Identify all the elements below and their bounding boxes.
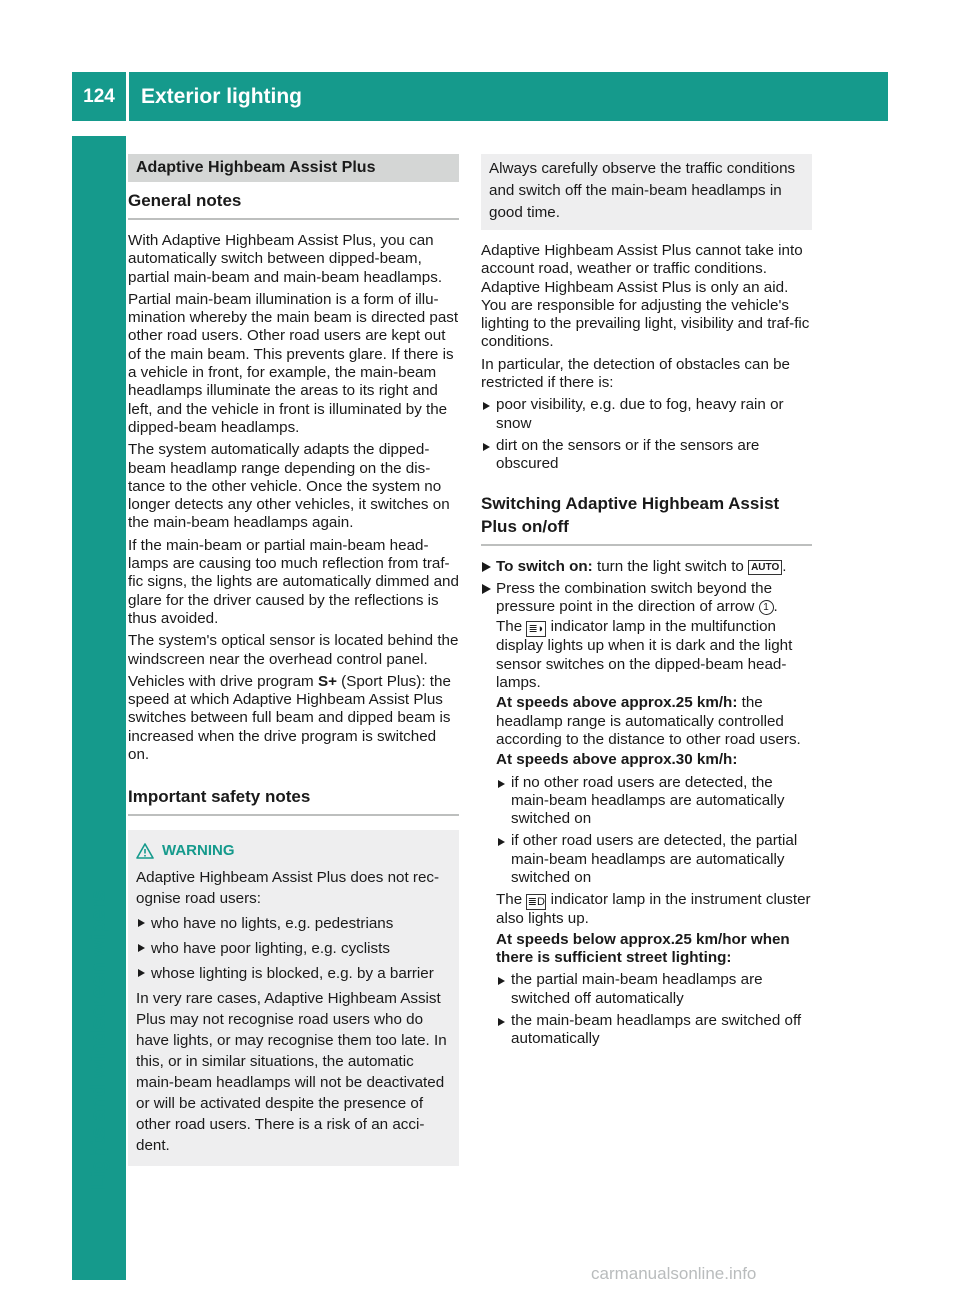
warning-list <box>136 913 451 984</box>
speed-label: At speeds below approx.25 km/hor when there is sufficient street lighting: <box>496 930 790 966</box>
speed-label: At speeds above approx.30 km/h: <box>496 751 738 769</box>
list-item: whose lighting is blocked, e.g. by a barrier <box>136 963 451 984</box>
drive-program: S+ <box>317 672 337 690</box>
obstacle-list <box>481 396 812 473</box>
left-column <box>128 154 459 1166</box>
highbeam-assist-lamp-icon: ≣◗ <box>526 621 546 637</box>
list-item: the partial main-beam headlamps are switched off automatically <box>496 971 812 1008</box>
arrow-number-icon: 1 <box>759 600 774 615</box>
text: turn the light switch to <box>592 557 749 575</box>
page-number: 124 <box>83 86 115 107</box>
watermark: carmanualsonline.info <box>591 1264 757 1283</box>
step-press-switch <box>481 580 812 1049</box>
paragraph: With Adaptive Highbeam Assist Plus, you can automatically switch between dipped-beam, partial main-beam and main-beam headlamps. <box>128 232 443 286</box>
speed-30-list <box>496 774 812 888</box>
warning-title: WARNING <box>162 842 235 860</box>
speed-label: At speeds above approx.25 km/h: <box>496 694 738 712</box>
below-25-label <box>496 931 812 968</box>
paragraph: In particular, the detection of obstacles can be restricted if there is: <box>481 355 791 392</box>
below-25-list <box>496 971 812 1048</box>
paragraph: Partial main-beam illumination is a form of illu-mination whereby the main beam is directed past other road users. Other road users are kept out of the main beam. This prevents glare. If there is a vehicle in front, for example, the main-beam headlamps illuminate the areas to its right and left, and the vehicle in front is illuminated by the dipped-beam headlamps. <box>128 290 459 436</box>
indicator-text <box>496 618 812 692</box>
text: . <box>773 598 778 616</box>
speed-30-label <box>496 751 812 769</box>
warning-icon <box>136 843 154 859</box>
warning-intro: Adaptive Highbeam Assist Plus does not rec-ognise road users: <box>136 869 440 908</box>
note-box: Always carefully observe the traffic conditions and switch off the main-beam headlamps in good time. <box>481 154 812 230</box>
section-title: Adaptive Highbeam Assist Plus <box>128 154 459 182</box>
paragraph <box>128 673 459 764</box>
step-label: To switch on: <box>496 557 593 575</box>
paragraph: The system automatically adapts the dipped-beam headlamp range depending on the dis-tance to the other vehicle. Once the system no longer detects any other vehicles, it switches on the main-beam headlamps again. <box>128 441 450 532</box>
main-beam-lamp-icon: ≣D <box>527 896 545 909</box>
paragraph: The system's optical sensor is located behind the windscreen near the overhead control panel. <box>128 632 459 668</box>
safety-heading: Important safety notes <box>128 786 459 816</box>
warning-header <box>136 840 451 861</box>
text: the headlamp range is automatically controlled according to the distance to other road users. <box>496 694 801 748</box>
paragraph: Adaptive Highbeam Assist Plus cannot take into account road, weather or traffic conditions. Adaptive Highbeam Assist Plus is only an aid. You are responsible for adjusting the vehicle's lighting to the prevailing light, visibility and traf-fic conditions. <box>481 242 810 351</box>
warning-box <box>128 830 459 1166</box>
page-title: Exterior lighting <box>141 85 303 108</box>
chapter-label: Lights and windscreen wipers <box>87 890 110 1190</box>
step-switch-on <box>481 558 812 576</box>
text: Press the combination switch beyond the pressure point in the direction of arrow <box>496 579 773 616</box>
general-notes-heading: General notes <box>128 190 459 220</box>
list-item: who have poor lighting, e.g. cyclists <box>136 938 451 959</box>
text: The <box>496 891 527 909</box>
text: . <box>782 557 787 575</box>
list-item: the main-beam headlamps are switched off automatically <box>496 1012 812 1049</box>
warning-body: In very rare cases, Adaptive Highbeam Assist Plus may not recognise road users who do have lights, or may recognise them too late. In this, or in similar situations, the automatic main-beam headlamps will not be deactivated or will be activated despite the presence of other road users. There is a risk of an acci-dent. <box>136 990 447 1155</box>
list-item: who have no lights, e.g. pedestrians <box>136 913 451 934</box>
text: indicator lamp in the multifunction display lights up when it is dark and the light sensor switches on the dipped-beam head-lamps. <box>496 618 793 692</box>
right-column <box>481 154 812 1052</box>
list-item: poor visibility, e.g. due to fog, heavy rain or snow <box>481 396 812 433</box>
list-item: if other road users are detected, the partial main-beam headlamps are automatically switched on <box>496 832 812 887</box>
text: indicator lamp in the instrument cluster also lights up. <box>496 891 811 928</box>
list-item: if no other road users are detected, the main-beam headlamps are automatically switched on <box>496 774 812 829</box>
switching-heading: Switching Adaptive Highbeam Assist Plus on/off <box>481 492 812 546</box>
auto-symbol-icon: AUTO <box>748 560 782 575</box>
text: Vehicles with drive program <box>128 672 318 690</box>
speed-25-text <box>496 694 812 749</box>
paragraph: If the main-beam or partial main-beam head-lamps are causing too much reflection from traf-fic signs, the lights are automatically dimmed and glare for the driver caused by the reflections is thus avoided. <box>128 536 459 627</box>
text: The <box>496 618 527 636</box>
header-divider <box>126 72 129 121</box>
instrument-cluster-text <box>496 891 812 928</box>
list-item: dirt on the sensors or if the sensors are obscured <box>481 437 812 474</box>
text: (Sport Plus): the speed at which Adaptive Highbeam Assist Plus switches between full beam and dipped beam is increased when the drive program is switched on. <box>128 672 451 764</box>
